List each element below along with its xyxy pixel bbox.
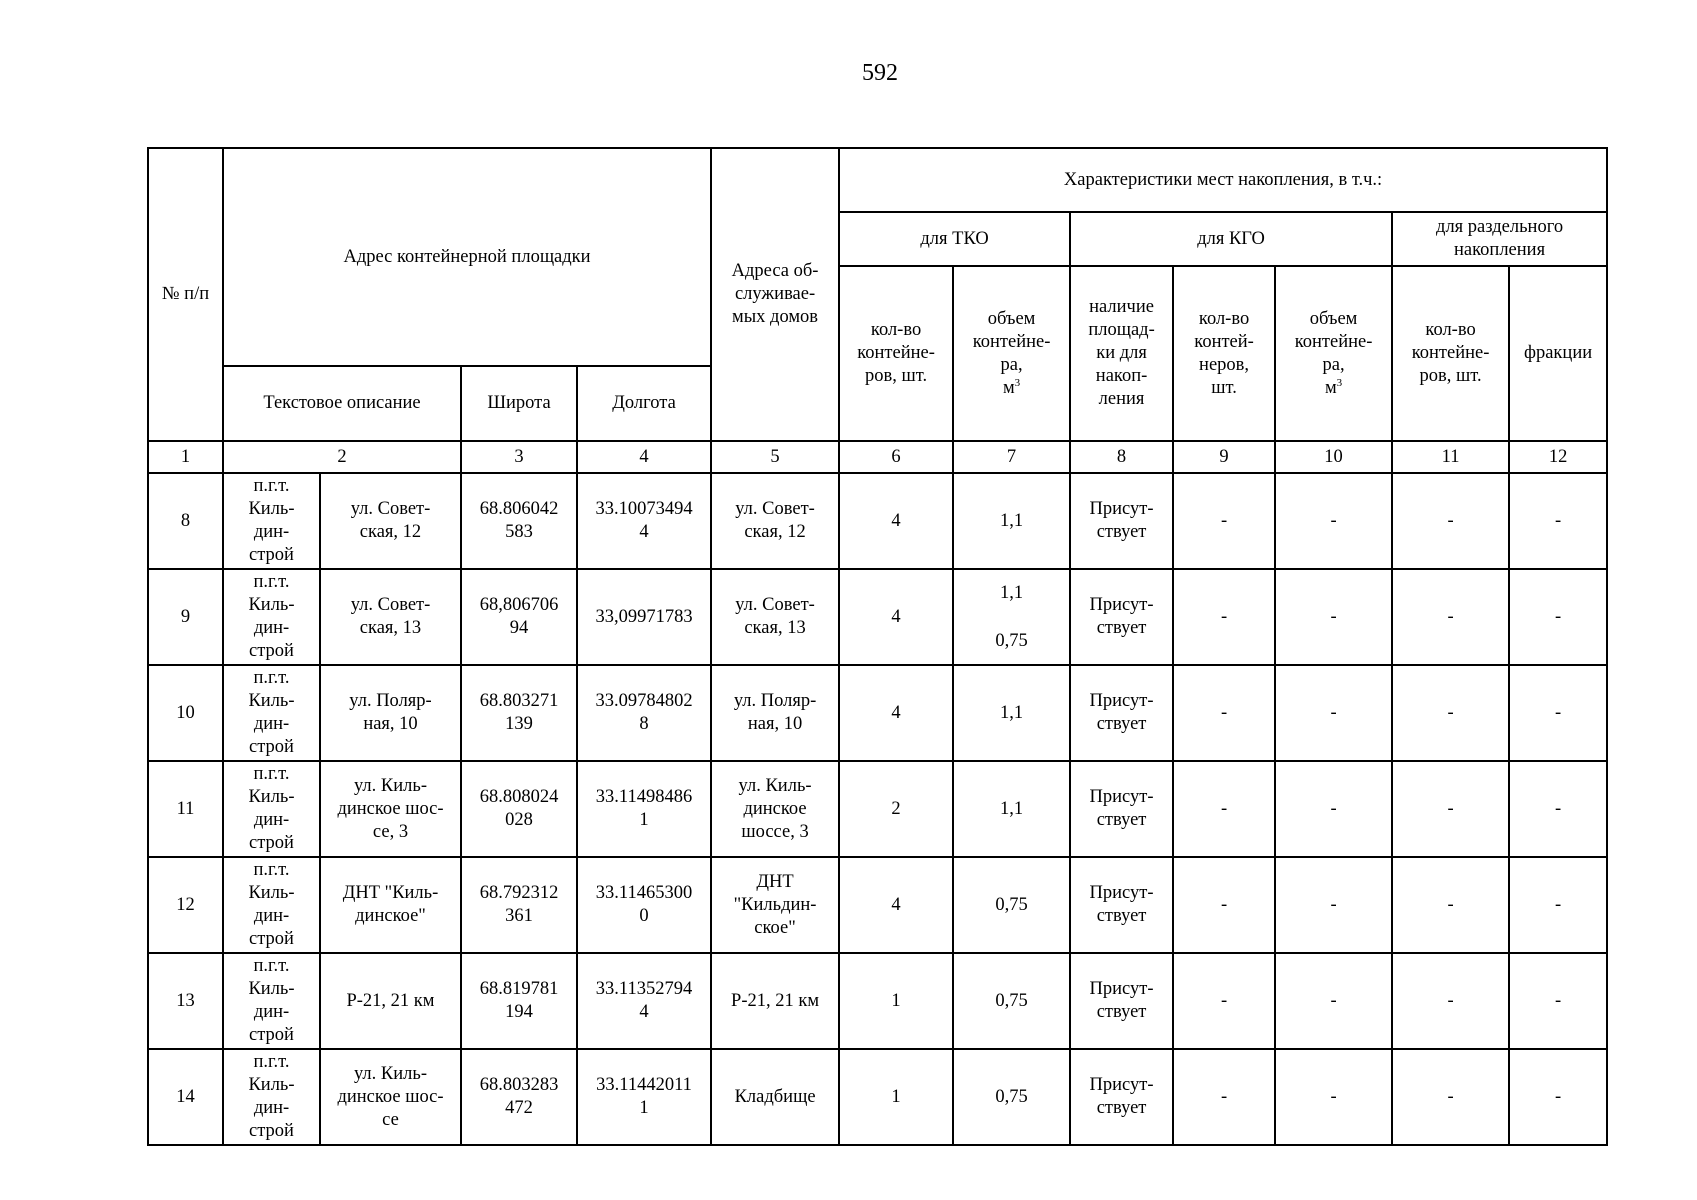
row-served-houses [711, 953, 839, 1049]
text-line: ления [1098, 389, 1145, 409]
column-number: 8 [1070, 441, 1173, 473]
row-sep-fractions: - [1509, 665, 1607, 761]
text-line: мых домов [732, 307, 819, 327]
row-sep-fractions: - [1509, 473, 1607, 569]
column-number: 10 [1275, 441, 1392, 473]
row-tko-count: 4 [839, 473, 953, 569]
text-line: для раздельного [1436, 217, 1564, 237]
text-line: ул. Поляр- [733, 691, 817, 711]
text-line: $м^3$ [1002, 376, 1021, 398]
row-kgo-count: - [1173, 857, 1275, 953]
row-sep-count: - [1392, 857, 1509, 953]
row-locality [223, 761, 320, 857]
text-line: ров, шт. [1419, 366, 1482, 386]
row-num: 10 [148, 665, 223, 761]
header-address: Адрес контейнерной площадки [223, 148, 711, 366]
text-line: ДНТ [756, 871, 794, 892]
row-kgo-presence [1070, 761, 1173, 857]
text-line: п.г.т. [253, 956, 290, 976]
text-line: 33.09784802 [595, 691, 693, 711]
row-longitude [577, 761, 711, 857]
table-row [148, 1049, 1607, 1145]
text-line: 0,75 [995, 630, 1028, 651]
text-line: динское шос- [337, 1086, 444, 1107]
text-line: ул. Совет- [350, 499, 431, 519]
text-line: ная, 10 [747, 714, 803, 734]
text-line: 361 [505, 906, 533, 926]
text-line: строй [249, 641, 294, 661]
row-kgo-volume: - [1275, 761, 1392, 857]
text-line: Киль- [248, 883, 295, 903]
text-line: ул. Совет- [735, 499, 815, 519]
text-line: динское [743, 798, 807, 819]
column-number: 5 [711, 441, 839, 473]
text-line: Киль- [248, 979, 295, 999]
row-served-houses [711, 1049, 839, 1145]
table-row [148, 665, 1607, 761]
column-number: 11 [1392, 441, 1509, 473]
column-number: 3 [461, 441, 577, 473]
row-kgo-presence [1070, 665, 1173, 761]
text-line: контейне- [857, 343, 935, 363]
row-sep-fractions: - [1509, 1049, 1607, 1145]
column-number: 12 [1509, 441, 1607, 473]
row-kgo-presence [1070, 569, 1173, 665]
text-line: контей- [1194, 331, 1254, 352]
text-line: п.г.т. [253, 860, 290, 880]
text-line: кол-во [870, 320, 922, 340]
text-line: 139 [505, 714, 533, 734]
row-locality [223, 953, 320, 1049]
row-served-houses [711, 665, 839, 761]
text-line: ров, шт. [865, 366, 928, 386]
text-line: контейне- [972, 331, 1051, 352]
row-kgo-presence [1070, 857, 1173, 953]
text-line: строй [249, 833, 294, 853]
row-tko-volume [953, 1049, 1070, 1145]
text-line: ская, 13 [359, 618, 422, 638]
row-kgo-volume: - [1275, 473, 1392, 569]
text-line: ра, [1000, 354, 1023, 375]
text-line: 33.11465300 [595, 883, 693, 903]
header-num: № п/п [148, 148, 223, 441]
text-line: 1,1 [999, 702, 1024, 723]
text-line: Присут- [1089, 787, 1154, 807]
text-line: объем [987, 308, 1036, 329]
header-text-description: Текстовое описание [223, 366, 461, 441]
text-line: 1,1 [999, 510, 1024, 531]
text-line: Киль- [248, 787, 295, 807]
table-row [148, 569, 1607, 665]
text-line: кол-во [1425, 320, 1476, 340]
row-sep-fractions: - [1509, 569, 1607, 665]
text-line: 68.806042 [479, 499, 559, 519]
text-line: 1,1 [999, 798, 1024, 819]
superscript-cube: 3 [1336, 376, 1343, 389]
text-line: Присут- [1089, 1075, 1154, 1095]
row-locality [223, 1049, 320, 1145]
row-sep-count: - [1392, 1049, 1509, 1145]
text-line: контейне- [1411, 343, 1490, 363]
row-sep-count: - [1392, 569, 1509, 665]
text-line: ул. Совет- [350, 595, 431, 615]
row-num: 14 [148, 1049, 223, 1145]
text-line: 68,806706 [479, 595, 559, 615]
row-kgo-presence [1070, 953, 1173, 1049]
text-line: ская, 13 [744, 618, 806, 638]
text-line: 0,75 [995, 894, 1028, 915]
text-line: дин- [253, 906, 290, 926]
text-line: 33.11352794 [595, 979, 693, 999]
row-longitude [577, 665, 711, 761]
row-kgo-count: - [1173, 761, 1275, 857]
text-line: ра, [1322, 354, 1345, 375]
table-row [148, 761, 1607, 857]
row-sep-count: - [1392, 953, 1509, 1049]
row-num: 12 [148, 857, 223, 953]
text-line: Р-21, 21 км [731, 990, 820, 1011]
row-locality [223, 569, 320, 665]
text-line: дин- [253, 618, 290, 638]
text-line: контейне- [1294, 331, 1373, 352]
text-line: 4 [639, 522, 649, 542]
header-served-houses [711, 148, 839, 441]
text-line: п.г.т. [253, 668, 290, 688]
text-line: кол-во [1198, 308, 1250, 329]
text-line: 68.803283 [479, 1075, 559, 1095]
text-line: 1 [639, 810, 649, 830]
text-line: 33.10073494 [595, 499, 693, 519]
text-line: 33.11498486 [595, 787, 693, 807]
text-line: 68.803271 [479, 691, 559, 711]
row-kgo-volume: - [1275, 1049, 1392, 1145]
row-tko-count: 4 [839, 857, 953, 953]
text-line: дин- [253, 810, 290, 830]
row-tko-count: 4 [839, 665, 953, 761]
text-line: 8 [639, 714, 649, 734]
header-separate [1392, 212, 1607, 266]
text-line: 33,09971783 [595, 606, 693, 627]
text-line: Киль- [248, 1075, 295, 1095]
text-line: 68.819781 [479, 979, 559, 999]
row-locality [223, 665, 320, 761]
row-tko-count: 1 [839, 1049, 953, 1145]
text-line: 583 [505, 522, 533, 542]
row-kgo-count: - [1173, 1049, 1275, 1145]
text-line: 0,75 [995, 990, 1028, 1011]
text-line: служивае- [734, 284, 816, 304]
text-line: неров, [1199, 354, 1250, 375]
text-line: Присут- [1089, 691, 1154, 711]
header-kgo-volume [1275, 266, 1392, 441]
row-tko-volume [953, 569, 1070, 665]
header-kgo: для КГО [1070, 212, 1392, 266]
header-tko: для ТКО [839, 212, 1070, 266]
text-line: Присут- [1089, 595, 1154, 615]
text-line: наличие [1089, 297, 1154, 317]
row-locality [223, 473, 320, 569]
row-sep-fractions: - [1509, 857, 1607, 953]
row-latitude [461, 1049, 577, 1145]
row-num: 8 [148, 473, 223, 569]
row-kgo-count: - [1173, 473, 1275, 569]
row-kgo-presence [1070, 1049, 1173, 1145]
text-line: 194 [505, 1002, 533, 1022]
text-line: Присут- [1089, 883, 1154, 903]
column-number: 7 [953, 441, 1070, 473]
text-line: ул. Киль- [354, 775, 427, 796]
row-kgo-volume: - [1275, 665, 1392, 761]
row-tko-volume [953, 665, 1070, 761]
text-line: 0,75 [995, 1086, 1028, 1107]
text-line: ская, 12 [744, 522, 806, 542]
text-line: п.г.т. [253, 572, 290, 592]
header-sep-fractions: фракции [1509, 266, 1607, 441]
row-longitude [577, 1049, 711, 1145]
row-tko-count: 1 [839, 953, 953, 1049]
header-longitude: Долгота [577, 366, 711, 441]
text-line: дин- [253, 522, 290, 542]
row-latitude [461, 473, 577, 569]
text-line: Р-21, 21 км [346, 990, 435, 1011]
row-sep-count: - [1392, 665, 1509, 761]
text-line: шоссе, 3 [741, 821, 809, 842]
text-line: ная, 10 [363, 714, 418, 734]
table-row [148, 953, 1607, 1049]
row-kgo-volume: - [1275, 569, 1392, 665]
row-street [320, 569, 461, 665]
row-tko-volume [953, 857, 1070, 953]
row-street [320, 665, 461, 761]
text-line: п.г.т. [253, 764, 290, 784]
text-line: Присут- [1089, 979, 1154, 999]
row-street [320, 857, 461, 953]
row-tko-volume [953, 473, 1070, 569]
row-sep-fractions: - [1509, 761, 1607, 857]
text-line: Адреса об- [731, 261, 819, 281]
text-line: п.г.т. [253, 1052, 290, 1072]
header-kgo-presence [1070, 266, 1173, 441]
row-num: 13 [148, 953, 223, 1049]
row-kgo-volume: - [1275, 953, 1392, 1049]
column-number: 9 [1173, 441, 1275, 473]
header-tko-volume [953, 266, 1070, 441]
row-served-houses [711, 569, 839, 665]
page-number: 592 [862, 60, 898, 86]
row-street [320, 953, 461, 1049]
text-line: дин- [253, 1098, 290, 1118]
container-sites-table [147, 147, 1608, 1146]
row-longitude [577, 857, 711, 953]
row-latitude [461, 761, 577, 857]
text-line: строй [249, 737, 294, 757]
text-line: ул. Совет- [735, 595, 815, 615]
text-line: ул. Киль- [738, 775, 812, 796]
text-line: 472 [505, 1098, 533, 1118]
text-line: 94 [509, 618, 529, 638]
row-longitude [577, 569, 711, 665]
table-row [148, 473, 1607, 569]
row-kgo-count: - [1173, 665, 1275, 761]
text-line: объем [1309, 308, 1358, 329]
text-line: 1 [639, 1098, 649, 1118]
column-number: 6 [839, 441, 953, 473]
text-line: ствует [1096, 618, 1147, 638]
text-line: $м^3$ [1324, 376, 1343, 398]
text-line: 68.808024 [479, 787, 559, 807]
text-line: 0 [639, 906, 649, 926]
text-line: Присут- [1089, 499, 1154, 519]
text-line: площад- [1088, 320, 1155, 340]
row-sep-count: - [1392, 473, 1509, 569]
data-rows [148, 473, 1607, 1145]
row-longitude [577, 473, 711, 569]
row-street [320, 1049, 461, 1145]
row-latitude [461, 569, 577, 665]
text-line: строй [249, 1025, 294, 1045]
row-kgo-volume: - [1275, 857, 1392, 953]
text-line: накопления [1454, 240, 1546, 260]
column-numbers-row [148, 441, 1607, 473]
row-served-houses [711, 761, 839, 857]
column-number: 4 [577, 441, 711, 473]
header-characteristics: Характеристики мест накопления, в т.ч.: [839, 148, 1607, 212]
column-number: 2 [223, 441, 461, 473]
text-line: се [382, 1109, 399, 1130]
row-latitude [461, 857, 577, 953]
text-line: ул. Киль- [354, 1063, 427, 1084]
text-line: Киль- [248, 691, 295, 711]
row-latitude [461, 665, 577, 761]
row-longitude [577, 953, 711, 1049]
line-gap [957, 605, 1066, 630]
text-line: ул. Поляр- [349, 691, 432, 711]
text-line: "Кильдин- [733, 894, 817, 915]
row-num: 11 [148, 761, 223, 857]
superscript-cube: 3 [1014, 376, 1021, 389]
text-line: п.г.т. [253, 476, 290, 496]
text-line: Киль- [248, 499, 295, 519]
text-line: дин- [253, 714, 290, 734]
row-sep-fractions: - [1509, 953, 1607, 1049]
text-line: ствует [1096, 810, 1147, 830]
row-latitude [461, 953, 577, 1049]
text-line: ДНТ "Киль- [342, 883, 439, 903]
text-line: 4 [639, 1002, 649, 1022]
text-line: шт. [1211, 377, 1237, 398]
text-line: динское шос- [337, 798, 444, 819]
text-line: се, 3 [372, 821, 409, 842]
text-line: ская, 12 [359, 522, 422, 542]
text-line: Киль- [248, 595, 295, 615]
text-line: 68.792312 [479, 883, 559, 903]
text-line: ствует [1096, 522, 1147, 542]
text-line: дин- [253, 1002, 290, 1022]
text-line: строй [249, 929, 294, 949]
row-locality [223, 857, 320, 953]
text-line: 1,1 [999, 582, 1024, 603]
text-line: ствует [1096, 1002, 1147, 1022]
row-kgo-count: - [1173, 569, 1275, 665]
text-line: ствует [1096, 714, 1147, 734]
row-tko-volume [953, 953, 1070, 1049]
text-line: ки для [1096, 343, 1147, 363]
row-num: 9 [148, 569, 223, 665]
text-line: ствует [1096, 1098, 1147, 1118]
row-tko-count: 4 [839, 569, 953, 665]
column-number: 1 [148, 441, 223, 473]
row-street [320, 473, 461, 569]
text-line: строй [249, 545, 294, 565]
row-kgo-presence [1070, 473, 1173, 569]
row-sep-count: - [1392, 761, 1509, 857]
header-kgo-count [1173, 266, 1275, 441]
row-served-houses [711, 473, 839, 569]
row-tko-count: 2 [839, 761, 953, 857]
row-served-houses [711, 857, 839, 953]
row-tko-volume [953, 761, 1070, 857]
header-tko-count [839, 266, 953, 441]
row-street [320, 761, 461, 857]
text-line: накоп- [1095, 366, 1148, 386]
text-line: Кладбище [734, 1086, 816, 1107]
table-row [148, 857, 1607, 953]
text-line: ское" [754, 917, 796, 938]
row-kgo-count: - [1173, 953, 1275, 1049]
text-line: строй [249, 1121, 294, 1141]
text-line: динское" [355, 906, 426, 926]
text-line: 33.11442011 [596, 1075, 692, 1095]
header-sep-count [1392, 266, 1509, 441]
header-latitude: Широта [461, 366, 577, 441]
text-line: ствует [1096, 906, 1147, 926]
text-line: 028 [505, 810, 533, 830]
